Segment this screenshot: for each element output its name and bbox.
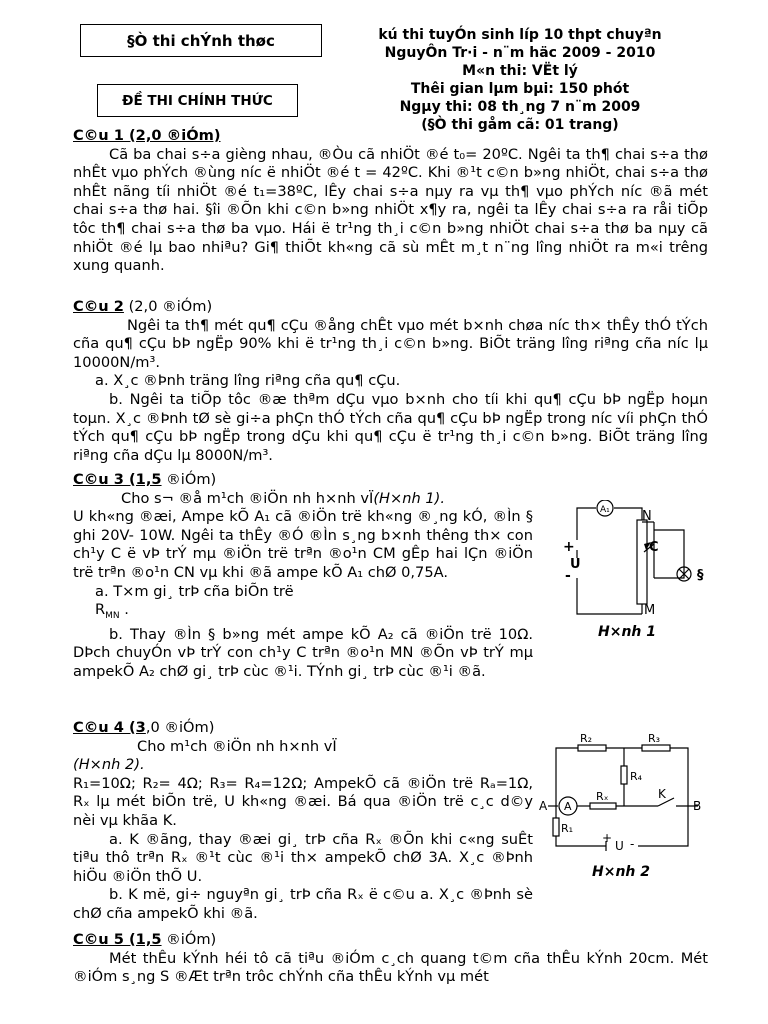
fig1-lamp-label: § xyxy=(697,568,704,583)
fig2-r4-label: R₄ xyxy=(630,770,643,783)
question-4-part-a: a. K ®ãng, thay ®æi gi¸ trÞ cña Rₓ ®Õn khi c«ng suÊt tiªu thô trªn Rₓ ®¹t cùc ®¹i th× ampekÕ chØ 3A. X¸c ®Þnh hiÖu ®iÖn thÕ U. xyxy=(73,830,533,885)
question-2-part-b: b. Ngêi ta tiÕp tôc ®æ thªm dÇu vµo b×nh cho tíi khi qu¶ cÇu bÞ ngËp hoµn toµn. X¸c ®Þnh tØ sè gi÷a phÇn thÓ tÝch cña qu¶ cÇu bÞ ngËp trong níc víi phÇn thÓ tÝch qu¶ cÇu bÞ ngËp trong dÇu khi qu¶ cÇu ë tr¹ng th¸i c©n b»ng. BiÕt träng lîng riªng cña dÇu lµ 8000N/m³. xyxy=(73,390,708,464)
fig1-u-label: U xyxy=(570,557,581,572)
question-4-title: C©u 4 (3 xyxy=(73,719,146,736)
fig2-r3-label: R₃ xyxy=(648,732,661,745)
official-stamp-box-2 xyxy=(97,84,298,117)
fig2-a-node-label: A xyxy=(539,799,548,813)
fig2-b-node-label: B xyxy=(693,799,702,813)
header-line: M«n thi: VËt lý xyxy=(462,63,578,79)
question-3-ref: (H×nh 1). xyxy=(373,489,446,507)
question-3-points: ®iÓm) xyxy=(161,471,217,488)
official-stamp-text: §Ò thi chÝnh thøc xyxy=(127,31,275,50)
question-5-points: ®iÓm) xyxy=(161,931,217,948)
fig2-caption: H×nh 2 xyxy=(592,864,650,880)
question-2-points: (2,0 ®iÓm) xyxy=(128,298,213,315)
question-2-text: Ngêi ta th¶ mét qu¶ cÇu ®ång chÊt vµo mét b×nh chøa níc th× thÊy thÓ tÝch cña qu¶ cÇu bÞ ngËp 90% khi ë tr¹ng th¸i c©n b»ng. BiÕt träng lîng riªng cña níc lµ 10000N/m³. xyxy=(73,316,708,371)
question-2-part-a: a. X¸c ®Þnh träng lîng riªng cña qu¶ cÇu. xyxy=(95,372,401,390)
question-5-text: Mét thÊu kÝnh héi tô cã tiªu ®iÓm c¸ch quang t©m cña thÊu kÝnh 20cm. Mét ®iÓm s¸ng S ®Æt trªn trôc chÝnh cña thÊu kÝnh vµ mét xyxy=(73,949,708,986)
exam-header xyxy=(330,26,710,134)
fig1-caption: H×nh 1 xyxy=(598,624,656,640)
question-3-part-b: b. Thay ®Ìn § b»ng mét ampe kÕ A₂ cã ®iÖn trë 10Ω. DÞch chuyÓn vÞ trÝ con ch¹y C trªn ®o¹n MN ®Õn vÞ trÝ mµ ampekÕ A₂ chØ gi¸ trÞ cùc ®¹i. TÝnh gi¸ trÞ cùc ®¹i ®ã. xyxy=(73,625,533,680)
question-4-points: ,0 ®iÓm) xyxy=(145,719,215,736)
fig1-n-label: N xyxy=(642,509,652,524)
fig2-r1-label: R₁ xyxy=(561,822,574,835)
question-4-part-b: b. K më, gi÷ nguyªn gi¸ trÞ cña Rₓ ë c©u a. X¸c ®Þnh sè chØ cña ampekÕ khi ®ã. xyxy=(73,886,533,922)
question-2-title: C©u 2 xyxy=(73,298,124,315)
fig1-c-label: C xyxy=(649,540,659,555)
question-3-title: C©u 3 (1,5 xyxy=(73,471,162,488)
fig1-plus-label: + xyxy=(563,539,575,555)
question-3-text: U kh«ng ®æi, Ampe kÕ A₁ cã ®iÖn trë kh«ng ®¸ng kÓ, ®Ìn § ghi 20V- 10W. Ngêi ta thÊy ®Ó ®Ìn s¸ng b×nh thêng th× con ch¹y C ë vÞ trÝ mµ ®iÖn trë trªn ®o¹n CM gÊp hai lÇn ®iÖn trë trªn ®o¹n CN vµ khi ®ã ampe kÕ A₁ chØ 0,75A. xyxy=(73,508,533,581)
circuit-figure-2 xyxy=(538,728,718,888)
fig2-minus-label: - xyxy=(630,837,635,851)
fig2-r2-label: R₂ xyxy=(580,732,593,745)
header-line: NguyÔn Tr·i - n¨m häc 2009 - 2010 xyxy=(384,45,656,61)
fig1-a1-label: A₁ xyxy=(600,505,610,515)
resistor-rx-icon xyxy=(590,803,616,809)
official-stamp-box xyxy=(80,24,322,57)
resistor-r2-icon xyxy=(578,745,606,751)
question-2 xyxy=(73,298,708,465)
question-4-intro: Cho m¹ch ®iÖn nh h×nh vÏ xyxy=(137,737,337,755)
question-5-title: C©u 5 (1,5 xyxy=(73,931,162,948)
fig2-ammeter-label: A xyxy=(564,800,572,813)
resistor-r4-icon xyxy=(621,766,627,784)
fig2-plus-label: + xyxy=(602,831,613,845)
question-3-part-a-rmn: $R_{MN}$ . xyxy=(95,601,129,622)
header-line: kú thi tuyÓn sinh líp 10 thpt chuyªn xyxy=(378,27,662,43)
question-3-part-a: a. T×m gi¸ trÞ cña biÕn trë xyxy=(95,582,294,600)
fig1-minus-label: - xyxy=(565,568,571,584)
fig2-u-label: U xyxy=(615,839,624,853)
header-line: Thêi gian lµm bµi: 150 phót xyxy=(410,81,630,97)
resistor-r3-icon xyxy=(642,745,670,751)
header-line: (§Ò thi gåm cã: 01 trang) xyxy=(421,117,619,133)
official-stamp-text-2: ĐỀ THI CHÍNH THỨC xyxy=(122,92,273,109)
question-1-text: Cã ba chai s÷a gièng nhau, ®Òu cã nhiÖt ®é t₀= 20ºC. Ngêi ta th¶ chai s÷a thø nhÊt vµo phÝch ®ùng níc ë nhiÖt ®é t = 42ºC. Khi ®¹t c©n b»ng nhiÖt, chai s÷a thø nhÊt nãng tíi nhiÖt ®é t₁=38ºC, lÊy chai s÷a nµy ra vµ th¶ vµo phÝch níc ®ã mét chai s÷a thø hai. §îi ®Õn khi c©n b»ng nhiÖt x¶y ra, ngêi ta lÊy chai s÷a ra råi tiÕp tôc th¶ chai s÷a thø ba vµo. Hái ë tr¹ng th¸i c©n b»ng nhiÖt chai s÷a thø ba nµy cã nhiÖt ®é lµ bao nhiªu? Gi¶ thiÕt kh«ng cã sù mÊt m¸t n¨ng lîng nhiÖt ra m«i trêng xung quanh. xyxy=(73,145,708,275)
circuit-figure-1 xyxy=(560,500,720,645)
resistor-r1-icon xyxy=(553,818,559,836)
fig2-rx-label: Rₓ xyxy=(596,790,609,803)
question-1-title: C©u 1 (2,0 ®iÓm) xyxy=(73,127,221,144)
header-line: Ngµy thi: 08 th¸ng 7 n¨m 2009 xyxy=(399,99,641,115)
fig2-k-label: K xyxy=(658,787,666,801)
question-4-ref: (H×nh 2). xyxy=(73,756,145,774)
question-5 xyxy=(73,931,708,987)
question-4-text: R₁=10Ω; R₂= 4Ω; R₃= R₄=12Ω; AmpekÕ cã ®iÖn trë Rₐ=1Ω, Rₓ lµ mét biÕn trë, U kh«ng ®æi. Bá qua ®iÖn trë c¸c d©y nèi vµ khãa K. xyxy=(73,774,533,829)
fig1-m-label: M xyxy=(644,603,656,618)
question-1 xyxy=(73,127,708,276)
question-3-intro: Cho s¬ ®å m¹ch ®iÖn nh h×nh vÏ xyxy=(121,489,374,507)
